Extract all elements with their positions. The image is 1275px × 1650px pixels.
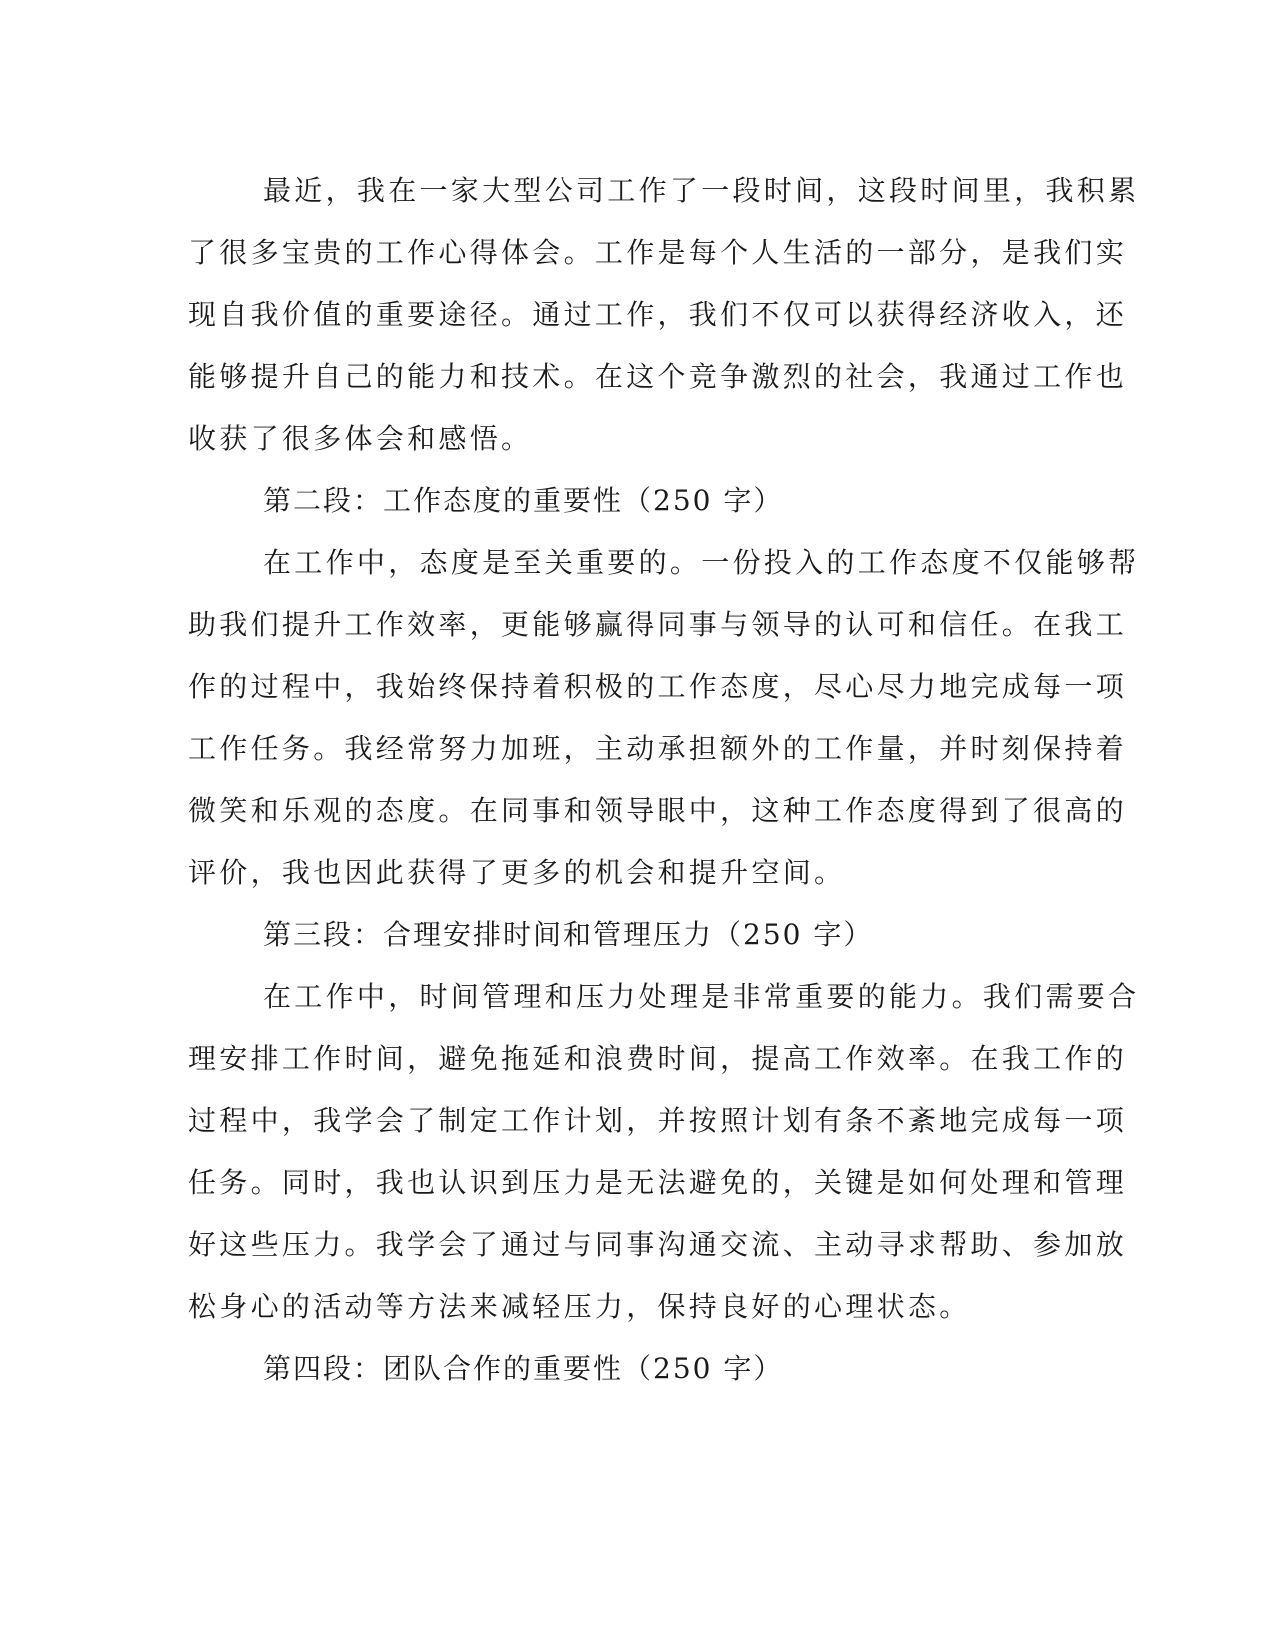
paragraph-1-line-2: 了很多宝贵的工作心得体会。工作是每个人生活的一部分，是我们实 (188, 236, 1128, 269)
paragraph-3-line-3: 过程中，我学会了制定工作计划，并按照计划有条不紊地完成每一项 (188, 1104, 1128, 1137)
section-4-heading: 第四段：团队合作的重要性（250 字） (263, 1352, 784, 1385)
paragraph-1-line-5: 收获了很多体会和感悟。 (188, 422, 533, 455)
paragraph-2-line-4: 工作任务。我经常努力加班，主动承担额外的工作量，并时刻保持着 (188, 732, 1128, 765)
paragraph-2-line-1: 在工作中，态度是至关重要的。一份投入的工作态度不仅能够帮 (263, 546, 1140, 579)
paragraph-3-line-4: 任务。同时，我也认识到压力是无法避免的，关键是如何处理和管理 (188, 1166, 1128, 1199)
paragraph-2-line-3: 作的过程中，我始终保持着积极的工作态度，尽心尽力地完成每一项 (188, 670, 1128, 703)
paragraph-2-line-6: 评价，我也因此获得了更多的机会和提升空间。 (188, 856, 846, 889)
paragraph-3-line-2: 理安排工作时间，避免拖延和浪费时间，提高工作效率。在我工作的 (188, 1042, 1128, 1075)
paragraph-3-line-6: 松身心的活动等方法来减轻压力，保持良好的心理状态。 (188, 1290, 971, 1323)
paragraph-1-line-3: 现自我价值的重要途径。通过工作，我们不仅可以获得经济收入，还 (188, 298, 1128, 331)
paragraph-1-line-4: 能够提升自己的能力和技术。在这个竞争激烈的社会，我通过工作也 (188, 360, 1128, 393)
section-3-heading: 第三段：合理安排时间和管理压力（250 字） (263, 918, 874, 951)
paragraph-2-line-5: 微笑和乐观的态度。在同事和领导眼中，这种工作态度得到了很高的 (188, 794, 1128, 827)
paragraph-2-line-2: 助我们提升工作效率，更能够赢得同事与领导的认可和信任。在我工 (188, 608, 1128, 641)
paragraph-3-line-5: 好这些压力。我学会了通过与同事沟通交流、主动寻求帮助、参加放 (188, 1228, 1128, 1261)
paragraph-3-line-1: 在工作中，时间管理和压力处理是非常重要的能力。我们需要合 (263, 980, 1140, 1013)
document-body (188, 160, 1140, 1400)
section-2-heading: 第二段：工作态度的重要性（250 字） (263, 484, 784, 517)
paragraph-1-line-1: 最近，我在一家大型公司工作了一段时间，这段时间里，我积累 (263, 174, 1140, 207)
